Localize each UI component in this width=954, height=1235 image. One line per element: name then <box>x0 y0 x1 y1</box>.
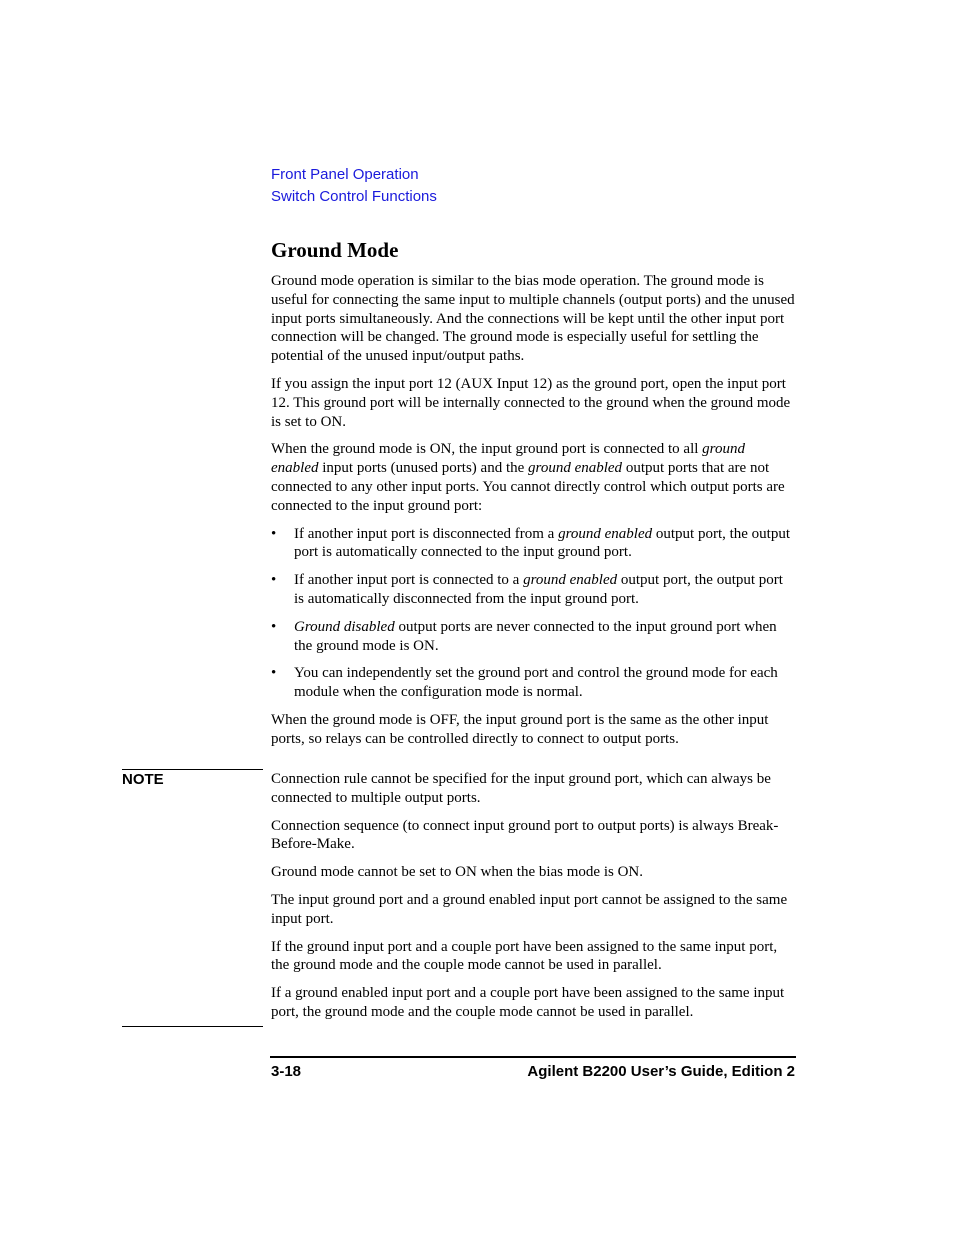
section-heading: Ground Mode <box>271 238 399 262</box>
bullet-list <box>271 525 796 702</box>
page-number: 3-18 <box>271 1063 302 1080</box>
breadcrumb-section-link[interactable]: Front Panel Operation <box>271 166 419 183</box>
paragraph-ground-on: When the ground mode is ON, the input ground port is connected to all ground enabled input ports (unused ports) and the ground enabled output ports that are not connected to any other input ports. You cannot directly control which output ports are connected to the input ground port: <box>271 441 785 514</box>
paragraph: Ground mode operation is similar to the bias mode operation. The ground mode is useful for connecting the same input to multiple channels (output ports) and the unused input ports simultaneously. And the connections will be kept until the other input port connection will be changed. The ground mode is especially useful for settling the potential of the unused input/output paths. <box>271 273 795 365</box>
list-item: • You can independently set the ground port and control the ground mode for each module when the configuration mode is normal. <box>271 665 778 701</box>
note-paragraph: The input ground port and a ground enabled input port cannot be assigned to the same input port. <box>271 891 788 927</box>
list-item: • Ground disabled output ports are never connected to the input ground port when the ground mode is ON. <box>271 618 777 654</box>
breadcrumb-subsection-link[interactable]: Switch Control Functions <box>271 188 437 205</box>
footer-rule <box>270 1056 796 1058</box>
bullet-marker: • <box>271 572 277 589</box>
note-paragraph: If a ground enabled input port and a couple port have been assigned to the same input port, the ground mode and the couple mode cannot be used in parallel. <box>271 985 785 1020</box>
bullet-marker: • <box>271 525 277 542</box>
note-rule-bottom <box>122 1026 263 1027</box>
note-paragraph: Connection sequence (to connect input ground port to output ports) is always Break-Before-Make. <box>271 817 779 853</box>
bullet-marker: • <box>271 618 277 635</box>
list-item: • If another input port is connected to a ground enabled output port, the output port is automatically disconnected from the input ground port. <box>271 572 783 607</box>
note-label: NOTE <box>122 771 164 788</box>
list-item: • If another input port is disconnected from a ground enabled output port, the output port is automatically connected to the input ground port. <box>271 525 791 561</box>
note-body <box>271 770 796 1031</box>
note-paragraph: If the ground input port and a couple port have been assigned to the same input port, the ground mode and the couple mode cannot be used in parallel. <box>271 938 778 974</box>
main-body <box>271 272 796 758</box>
emphasis-ground-enabled: ground enabled <box>528 460 623 477</box>
note-paragraph: Ground mode cannot be set to ON when the bias mode is ON. <box>271 864 644 881</box>
emphasis-ground-enabled: ground enabled <box>271 441 745 477</box>
paragraph: If you assign the input port 12 (AUX Input 12) as the ground port, open the input port 12. This ground port will be internally connected to the ground when the ground mode is set to ON. <box>271 375 791 430</box>
note-paragraph: Connection rule cannot be specified for the input ground port, which can always be connected to multiple output ports. <box>271 771 771 806</box>
note-rule-top <box>122 769 263 770</box>
paragraph: When the ground mode is OFF, the input ground port is the same as the other input ports, so relays can be controlled directly to connect to output ports. <box>271 711 769 747</box>
bullet-marker: • <box>271 665 277 682</box>
book-title: Agilent B2200 User’s Guide, Edition 2 <box>527 1063 795 1080</box>
